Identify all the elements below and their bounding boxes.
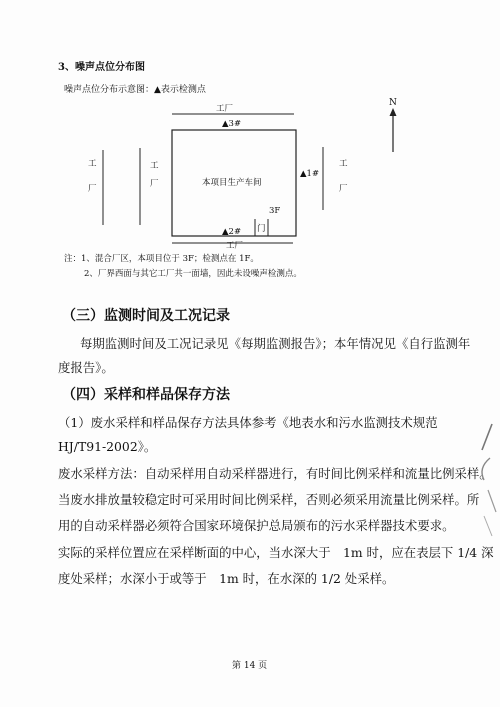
note-line-1: 注：1、混合厂区，本项目位于 3F；检测点在 1F。 — [64, 254, 259, 264]
position-line-1: 实际的采样位置应在采样断面的中心，当水深大于 1m 时，应在表层下 1/4 深 — [58, 545, 494, 560]
noise-point-1: ▲1# — [300, 169, 320, 179]
right-outer-char-1: 工 — [339, 159, 348, 169]
method-line-1: 废水采样方法：自动采样用自动采样器进行，有时间比例采样和流量比例采样。 — [58, 466, 492, 481]
left-inner-char-1: 工 — [150, 161, 159, 171]
diagram-notes — [64, 252, 484, 282]
para-monitoring-line-1: 每期监测时间及工况记录见《每期监测报告》；本年情况见《自行监测年 — [80, 336, 471, 351]
building-label: 本项目生产车间 — [202, 178, 262, 188]
noise-point-2: ▲2# — [222, 227, 242, 237]
left-inner-char-2: 厂 — [150, 179, 159, 189]
caption-legend: ▲表示检测点 — [154, 85, 206, 95]
left-outer-char-1: 工 — [88, 159, 97, 169]
heading-monitoring-time: （三）监测时间及工况记录 — [62, 308, 230, 324]
method-line-2: 当废水排放量较稳定时可采用时间比例采样，否则必须采用流量比例采样。所 — [58, 492, 480, 507]
scan-artifact — [470, 420, 500, 540]
north-arrow-head — [390, 108, 397, 116]
method-line-3: 用的自动采样器必须符合国家环境保护总局颁布的污水采样器技术要求。 — [58, 518, 455, 533]
para-monitoring-line-2: 度报告》。 — [58, 360, 114, 375]
item1-line-2: HJ/T91-2002》。 — [58, 439, 157, 454]
bottom-factory-label: 工厂 — [226, 241, 244, 251]
caption-prefix: 噪声点位分布示意图： — [64, 85, 155, 95]
position-line-2: 度处采样；水深小于或等于 1m 时，在水深的 1/2 处采样。 — [58, 571, 395, 586]
noise-point-diagram — [0, 0, 500, 290]
floor-label: 3F — [269, 206, 281, 216]
note-line-2: 2、厂界西面与其它工厂共一面墙，因此未设噪声检测点。 — [84, 269, 302, 279]
noise-point-3: ▲3# — [222, 119, 242, 129]
door-label: 门 — [257, 224, 266, 234]
heading-sampling-methods: （四）采样和样品保存方法 — [62, 387, 230, 403]
north-label: N — [389, 98, 397, 108]
item1-line-1: （1）废水采样和样品保存方法具体参考《地表水和污水监测技术规范 — [58, 415, 438, 430]
top-factory-label: 工厂 — [216, 104, 234, 114]
right-outer-char-2: 厂 — [339, 184, 348, 194]
left-outer-char-2: 厂 — [88, 184, 97, 194]
section-title-noise-points: 3、噪声点位分布图 — [58, 62, 145, 73]
page-number: 第 14 页 — [232, 661, 268, 671]
